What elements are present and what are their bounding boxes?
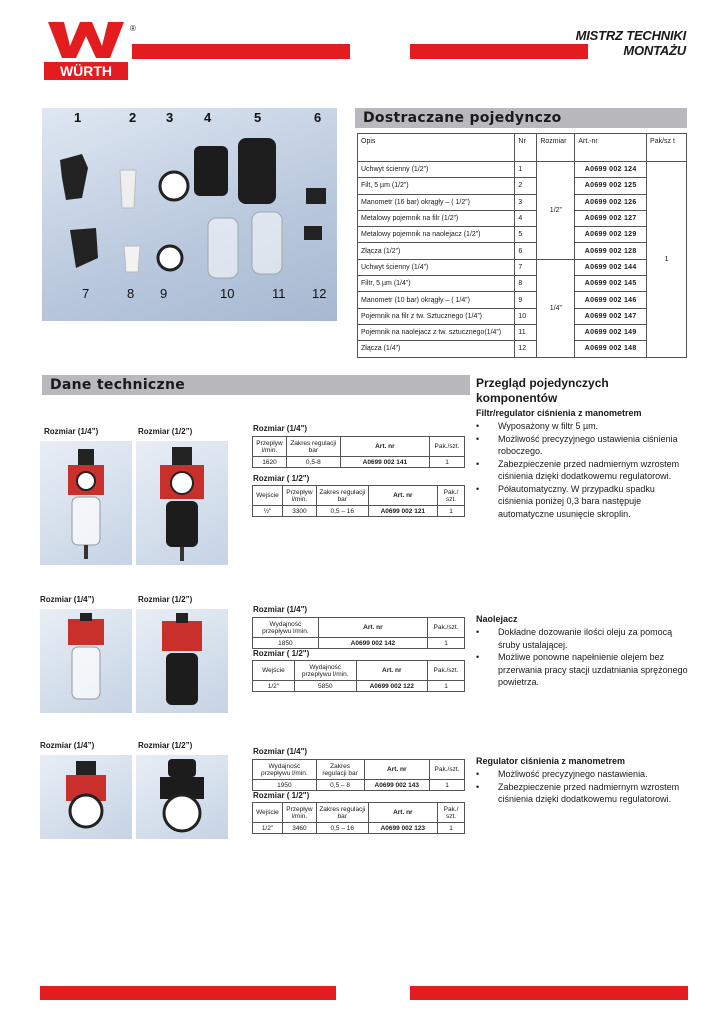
filter-t1-c1: 0,5-8 xyxy=(286,457,340,468)
row-art: A0699 002 146 xyxy=(575,292,647,308)
filter-t2-h4: Pak./ szt. xyxy=(438,486,465,506)
regulator-half-illustration xyxy=(136,755,228,839)
lub-t2-c3: 1 xyxy=(428,681,465,692)
filter-table1-label: Rozmiar (1/4") xyxy=(253,424,308,433)
reg-t2-h4: Pak./ szt. xyxy=(438,803,465,823)
regulator-heading: Regulator ciśnienia z manometrem xyxy=(476,756,626,766)
row-desc: Uchwyt ścienny (1/2”) xyxy=(358,162,515,178)
row-art: A0699 002 126 xyxy=(575,194,647,210)
filter-t2-c4: 1 xyxy=(438,506,465,517)
lub-t2-h3: Pak./szt. xyxy=(428,661,465,681)
table-row xyxy=(358,341,687,357)
reg-t2-h1: Przepływ l/min. xyxy=(282,803,316,823)
row-nr: 5 xyxy=(515,227,537,243)
reg-t2-c1: 3460 xyxy=(282,823,316,834)
header-title xyxy=(576,28,686,58)
overview-title-line1: Przegląd pojedynczych xyxy=(476,376,609,390)
lubricator-heading: Naolejacz xyxy=(476,614,518,624)
photo-number-5: 5 xyxy=(254,110,262,125)
size-cell-quarter: 1/4” xyxy=(537,259,575,357)
filter-t1-c2: A0699 002 141 xyxy=(340,457,429,468)
row-desc: Filtr, 5 µm (1/4”) xyxy=(358,276,515,292)
row-nr: 2 xyxy=(515,178,537,194)
filter-t2-c1: 3300 xyxy=(282,506,316,517)
lub-t1-c1: A0699 002 142 xyxy=(318,638,427,649)
lubricator-table-1 xyxy=(252,617,465,649)
filter-t1-h2: Art. nr xyxy=(340,437,429,457)
lub-t2-c0: 1/2" xyxy=(253,681,295,692)
photo-number-12: 12 xyxy=(312,286,327,301)
list-item: • Możliwe ponowne napełnienie olejem bez przerwania pracy stacji uzdatniania sprężonego powietrza. xyxy=(474,651,688,689)
pack-cell: 1 xyxy=(647,162,687,358)
lub-t2-h2: Art. nr xyxy=(356,661,427,681)
lub-t1-c0: 1850 xyxy=(253,638,319,649)
table-row xyxy=(358,162,687,178)
filter-t2-h3: Art. nr xyxy=(368,486,437,506)
components-photo xyxy=(42,108,337,321)
lub-t1-h1: Art. nr xyxy=(318,618,427,638)
filter-t2-h1: Przepływ l/min. xyxy=(282,486,316,506)
regulator-quarter-illustration xyxy=(40,755,132,839)
col-header-size: Rozmiar xyxy=(537,134,575,162)
filter-regulator-half-illustration xyxy=(136,441,228,565)
lubricator-quarter-illustration xyxy=(40,609,132,713)
filter-table-1 xyxy=(252,436,465,468)
regulator-table-1 xyxy=(252,759,465,791)
overview-title-line2: komponentów xyxy=(476,391,558,405)
row-nr: 7 xyxy=(515,259,537,275)
reg-table2-label: Rozmiar ( 1/2") xyxy=(253,791,310,800)
photo-number-1: 1 xyxy=(74,110,82,125)
table-row xyxy=(253,506,465,517)
row-nr: 12 xyxy=(515,341,537,357)
list-item: • Zabezpieczenie przed nadmiernym wzrostem ciśnienia dzięki dodatkowemu regulatorowi. xyxy=(474,781,688,806)
row-art: A0699 002 129 xyxy=(575,227,647,243)
reg-t2-h2: Zakres regulacji bar xyxy=(316,803,368,823)
row-desc: Pojemnik na filr z tw. Sztucznego (1/4”) xyxy=(358,308,515,324)
lub-t1-c2: 1 xyxy=(428,638,465,649)
regulator-half-photo xyxy=(136,755,228,839)
lubricator-quarter-photo xyxy=(40,609,132,713)
filter-t2-c2: 0,5 – 16 xyxy=(316,506,368,517)
header-title-line2: MONTAŻU xyxy=(623,43,686,58)
table-row xyxy=(358,292,687,308)
reg-t1-c1: 0,5 – 8 xyxy=(316,780,364,791)
lub-t1-h2: Pak./szt. xyxy=(428,618,465,638)
row-desc: Metalowy pojemnik na naolejacz (1/2”) xyxy=(358,227,515,243)
row-desc: Złącza (1/4”) xyxy=(358,341,515,357)
reg-t1-h2: Art. nr xyxy=(364,760,430,780)
size-label-quarter-1: Rozmiar (1/4”) xyxy=(44,427,99,436)
photo-number-7: 7 xyxy=(82,286,90,301)
filter-t2-h2: Zakres regulacji bar xyxy=(316,486,368,506)
filter-regulator-quarter-illustration xyxy=(40,441,132,565)
size-label-half-2: Rozmiar (1/2”) xyxy=(138,595,193,604)
section-single-title: Dostraczane pojedynczo xyxy=(355,108,687,128)
lub-table2-label: Rozmiar ( 1/2") xyxy=(253,649,310,658)
size-cell-half: 1/2” xyxy=(537,162,575,260)
wurth-logo xyxy=(40,18,132,88)
list-item: • Możliwość precyzyjnego nastawienia. xyxy=(474,768,688,781)
row-desc: Złącza (1/2”) xyxy=(358,243,515,259)
filter-regulator-heading: Filtr/regulator ciśnienia z manometrem xyxy=(476,408,642,418)
row-art: A0699 002 147 xyxy=(575,308,647,324)
row-nr: 8 xyxy=(515,276,537,292)
table-row xyxy=(253,457,465,468)
row-nr: 3 xyxy=(515,194,537,210)
filter-table2-label: Rozmiar ( 1/2") xyxy=(253,474,310,483)
photo-number-10: 10 xyxy=(220,286,235,301)
logo-text: WÜRTH xyxy=(59,63,113,79)
filter-t2-c0: ½" xyxy=(253,506,283,517)
size-label-quarter-3: Rozmiar (1/4”) xyxy=(40,741,95,750)
lubricator-half-photo xyxy=(136,609,228,713)
row-nr: 4 xyxy=(515,210,537,226)
header-title-line1: MISTRZ TECHNIKI xyxy=(575,28,686,43)
section-tech-title: Dane techniczne xyxy=(42,375,470,395)
table-row xyxy=(253,823,465,834)
table-row xyxy=(358,243,687,259)
photo-number-3: 3 xyxy=(166,110,174,125)
row-art: A0699 002 127 xyxy=(575,210,647,226)
list-item: • Półautomatyczny. W przypadku spadku ciśnienia poniżej 0,3 bara następuje automatyczne usunięcie skroplin. xyxy=(474,483,688,521)
table-row xyxy=(358,178,687,194)
lubricator-bullets xyxy=(474,626,688,689)
filter-t1-h3: Pak./szt. xyxy=(430,437,465,457)
table-row xyxy=(358,308,687,324)
photo-number-6: 6 xyxy=(314,110,322,125)
table-row xyxy=(358,276,687,292)
row-art: A0699 002 148 xyxy=(575,341,647,357)
reg-t2-c4: 1 xyxy=(438,823,465,834)
filter-regulator-half-photo xyxy=(136,441,228,565)
filter-table-2 xyxy=(252,485,465,517)
reg-t1-c0: 1950 xyxy=(253,780,317,791)
row-art: A0699 002 145 xyxy=(575,276,647,292)
lub-t2-h1: Wydajność przepływu l/min. xyxy=(294,661,356,681)
overview-title xyxy=(476,376,609,406)
row-art: A0699 002 124 xyxy=(575,162,647,178)
row-desc: Filt, 5 µm (1/2”) xyxy=(358,178,515,194)
col-header-pack: Pak/sz t xyxy=(647,134,687,162)
row-art: A0699 002 125 xyxy=(575,178,647,194)
row-nr: 9 xyxy=(515,292,537,308)
reg-t1-h1: Zakres regulacji bar xyxy=(316,760,364,780)
size-label-half-1: Rozmiar (1/2”) xyxy=(138,427,193,436)
table-header-row xyxy=(358,134,687,162)
row-art: A0699 002 128 xyxy=(575,243,647,259)
row-desc: Manometr (10 bar) okrągły – ( 1/4”) xyxy=(358,292,515,308)
lub-t1-h0: Wydajność przepływu l/min. xyxy=(253,618,319,638)
list-item: • Zabezpieczenie przed nadmiernym wzrostem ciśnienia dzięki dodatkowemu regulatorowi. xyxy=(474,458,688,483)
filter-regulator-bullets xyxy=(474,420,688,520)
col-header-nr: Nr xyxy=(515,134,537,162)
photo-number-11: 11 xyxy=(272,286,286,301)
row-nr: 6 xyxy=(515,243,537,259)
reg-t2-h0: Wejście xyxy=(253,803,283,823)
table-row xyxy=(253,780,465,791)
lubricator-half-illustration xyxy=(136,609,228,713)
table-row xyxy=(358,259,687,275)
reg-table1-label: Rozmiar (1/4") xyxy=(253,747,308,756)
row-nr: 1 xyxy=(515,162,537,178)
regulator-table-2 xyxy=(252,802,465,834)
regulator-bullets xyxy=(474,768,688,806)
lub-t2-h0: Wejście xyxy=(253,661,295,681)
row-art: A0699 002 149 xyxy=(575,324,647,340)
reg-t2-h3: Art. nr xyxy=(368,803,437,823)
reg-t1-h0: Wydajność przepływu l/min. xyxy=(253,760,317,780)
col-header-desc: Opis xyxy=(358,134,515,162)
table-row xyxy=(358,227,687,243)
registered-mark: ® xyxy=(130,24,136,33)
single-parts-table xyxy=(357,133,687,358)
header-bar-right xyxy=(410,44,588,59)
filter-t1-h1: Zakres regulacji bar xyxy=(286,437,340,457)
footer-bar-left xyxy=(40,986,336,1000)
photo-number-2: 2 xyxy=(129,110,137,125)
size-label-half-3: Rozmiar (1/2”) xyxy=(138,741,193,750)
row-desc: Metalowy pojemnik na filr (1/2”) xyxy=(358,210,515,226)
filter-t1-c3: 1 xyxy=(430,457,465,468)
table-row xyxy=(253,681,465,692)
footer-bar-right xyxy=(410,986,688,1000)
reg-t1-c3: 1 xyxy=(430,780,465,791)
photo-number-9: 9 xyxy=(160,286,168,301)
filter-t2-h0: Wejście xyxy=(253,486,283,506)
table-row xyxy=(358,194,687,210)
lub-t2-c1: 5850 xyxy=(294,681,356,692)
reg-t2-c2: 0,5 – 16 xyxy=(316,823,368,834)
row-desc: Uchwyt ścienny (1/4”) xyxy=(358,259,515,275)
list-item: • Możliwość precyzyjnego ustawienia ciśnienia roboczego. xyxy=(474,433,688,458)
lubricator-table-2 xyxy=(252,660,465,692)
row-art: A0699 002 144 xyxy=(575,259,647,275)
photo-number-8: 8 xyxy=(127,286,135,301)
filter-t2-c3: A0699 002 121 xyxy=(368,506,437,517)
list-item: • Dokładne dozowanie ilości oleju za pomocą śruby ustalającej. xyxy=(474,626,688,651)
list-item: • Wyposażony w filtr 5 µm. xyxy=(474,420,688,433)
lub-t2-c2: A0699 002 122 xyxy=(356,681,427,692)
reg-t1-h3: Pak./szt. xyxy=(430,760,465,780)
row-desc: Pojemnik na naolejacz z tw. sztucznego(1/4”) xyxy=(358,324,515,340)
table-row xyxy=(253,638,465,649)
reg-t2-c0: 1/2" xyxy=(253,823,283,834)
col-header-art: Art.-nr xyxy=(575,134,647,162)
filter-t1-c0: 1620 xyxy=(253,457,287,468)
row-nr: 11 xyxy=(515,324,537,340)
row-desc: Manometr (16 bar) okrągły – ( 1/2”) xyxy=(358,194,515,210)
row-nr: 10 xyxy=(515,308,537,324)
reg-t1-c2: A0699 002 143 xyxy=(364,780,430,791)
table-row xyxy=(358,210,687,226)
regulator-quarter-photo xyxy=(40,755,132,839)
reg-t2-c3: A0699 002 123 xyxy=(368,823,437,834)
photo-number-4: 4 xyxy=(204,110,212,125)
size-label-quarter-2: Rozmiar (1/4”) xyxy=(40,595,95,604)
lub-table1-label: Rozmiar (1/4") xyxy=(253,605,308,614)
table-row xyxy=(358,324,687,340)
filter-t1-h0: Przepływ l/min. xyxy=(253,437,287,457)
filter-regulator-quarter-photo xyxy=(40,441,132,565)
